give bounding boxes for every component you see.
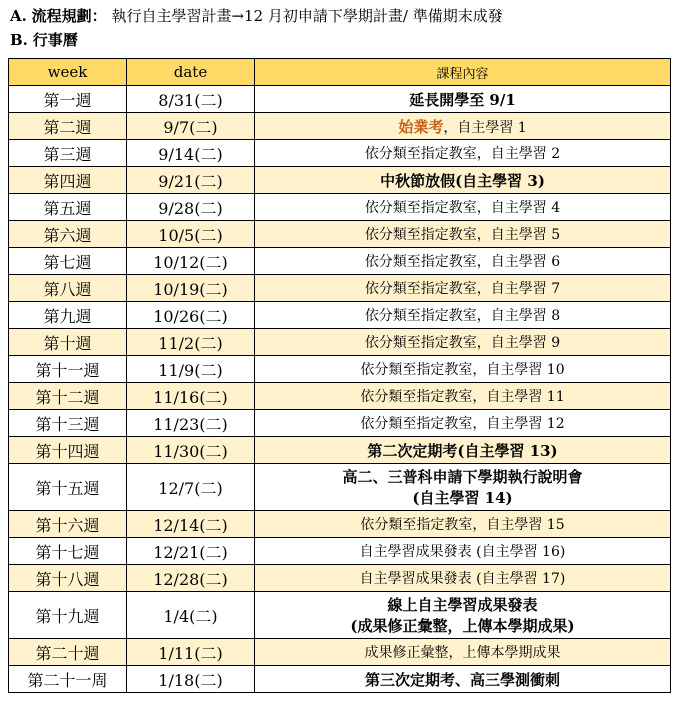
week-cell: 第十三週 xyxy=(9,410,127,437)
table-header-row xyxy=(9,59,671,86)
content-text: ，自主學習 1 xyxy=(443,119,527,136)
schedule-table xyxy=(8,58,671,693)
content-cell xyxy=(255,538,671,565)
week-cell: 第十六週 xyxy=(9,511,127,538)
content-text: 依分類至指定教室，自主學習 6 xyxy=(364,254,561,270)
content-text: 依分類至指定教室，自主學習 12 xyxy=(360,416,565,432)
table-row xyxy=(9,140,671,167)
date-cell: 10/19(二) xyxy=(127,275,255,302)
week-cell: 第九週 xyxy=(9,302,127,329)
section-b-heading xyxy=(10,30,78,50)
table-row xyxy=(9,194,671,221)
content-text: 依分類至指定教室，自主學習 7 xyxy=(364,281,561,297)
content-text: 高二、三普科申請下學期執行說明會 xyxy=(342,468,583,486)
table-row xyxy=(9,356,671,383)
content-text: 依分類至指定教室，自主學習 9 xyxy=(364,335,561,351)
content-cell xyxy=(255,666,671,693)
week-cell: 第一週 xyxy=(9,86,127,113)
week-cell: 第十九週 xyxy=(9,592,127,639)
content-text: 延長開學至 9/1 xyxy=(409,90,516,109)
table-row xyxy=(9,383,671,410)
week-cell: 第七週 xyxy=(9,248,127,275)
week-cell: 第十五週 xyxy=(9,464,127,511)
content-cell xyxy=(255,221,671,248)
section-a-text: 執行自主學習計畫→12 月初申請下學期計畫/ 準備期末成發 xyxy=(111,7,503,25)
content-text: 第二次定期考(自主學習 13) xyxy=(367,441,558,460)
header-week: week xyxy=(9,59,127,86)
table-row xyxy=(9,437,671,464)
date-cell: 11/16(二) xyxy=(127,383,255,410)
week-cell: 第十週 xyxy=(9,329,127,356)
header-content: 課程內容 xyxy=(255,59,671,86)
table-row xyxy=(9,86,671,113)
content-cell xyxy=(255,592,671,639)
date-cell: 12/7(二) xyxy=(127,464,255,511)
section-b-label: B. xyxy=(10,31,28,49)
week-cell: 第八週 xyxy=(9,275,127,302)
content-cell xyxy=(255,639,671,666)
content-cell xyxy=(255,383,671,410)
table-row xyxy=(9,248,671,275)
table-row xyxy=(9,666,671,693)
content-cell xyxy=(255,248,671,275)
content-text: 自主學習成果發表 (自主學習 17) xyxy=(359,571,566,587)
content-text-line2: (自主學習 14) xyxy=(412,489,513,507)
date-cell: 12/14(二) xyxy=(127,511,255,538)
date-cell: 11/23(二) xyxy=(127,410,255,437)
date-cell: 9/21(二) xyxy=(127,167,255,194)
table-row xyxy=(9,167,671,194)
week-cell: 第十七週 xyxy=(9,538,127,565)
week-cell: 第三週 xyxy=(9,140,127,167)
date-cell: 10/5(二) xyxy=(127,221,255,248)
content-text: 依分類至指定教室，自主學習 11 xyxy=(360,389,565,405)
week-cell: 第十一週 xyxy=(9,356,127,383)
content-cell xyxy=(255,565,671,592)
content-text: 依分類至指定教室，自主學習 10 xyxy=(360,362,565,378)
content-text: 線上自主學習成果發表 xyxy=(387,596,538,614)
section-a-heading xyxy=(10,6,503,26)
date-cell: 10/12(二) xyxy=(127,248,255,275)
schedule-body xyxy=(9,86,671,693)
week-cell: 第五週 xyxy=(9,194,127,221)
table-row xyxy=(9,565,671,592)
content-cell xyxy=(255,194,671,221)
date-cell: 11/2(二) xyxy=(127,329,255,356)
week-cell: 第四週 xyxy=(9,167,127,194)
table-row xyxy=(9,329,671,356)
content-text: 成果修正彙整，上傳本學期成果 xyxy=(364,645,561,661)
content-text: 依分類至指定教室，自主學習 2 xyxy=(364,146,561,162)
content-text: 依分類至指定教室，自主學習 15 xyxy=(360,517,565,533)
table-row xyxy=(9,113,671,140)
content-text: 依分類至指定教室，自主學習 4 xyxy=(364,200,561,216)
date-cell: 1/18(二) xyxy=(127,666,255,693)
content-cell xyxy=(255,167,671,194)
section-a-label: A. xyxy=(10,7,27,25)
table-row xyxy=(9,221,671,248)
content-cell xyxy=(255,464,671,511)
header-date: date xyxy=(127,59,255,86)
week-cell: 第十四週 xyxy=(9,437,127,464)
content-text: 第三次定期考、高三學測衝刺 xyxy=(364,670,560,689)
week-cell: 第十二週 xyxy=(9,383,127,410)
date-cell: 9/28(二) xyxy=(127,194,255,221)
content-cell xyxy=(255,140,671,167)
content-cell xyxy=(255,113,671,140)
date-cell: 11/30(二) xyxy=(127,437,255,464)
table-row xyxy=(9,538,671,565)
date-cell: 8/31(二) xyxy=(127,86,255,113)
date-cell: 9/14(二) xyxy=(127,140,255,167)
table-row xyxy=(9,302,671,329)
week-cell: 第二週 xyxy=(9,113,127,140)
table-row xyxy=(9,511,671,538)
table-row xyxy=(9,410,671,437)
content-text: 中秋節放假(自主學習 3) xyxy=(380,171,545,190)
date-cell: 12/28(二) xyxy=(127,565,255,592)
table-row xyxy=(9,275,671,302)
content-cell xyxy=(255,410,671,437)
date-cell: 11/9(二) xyxy=(127,356,255,383)
content-text: 依分類至指定教室，自主學習 8 xyxy=(364,308,561,324)
date-cell: 12/21(二) xyxy=(127,538,255,565)
content-cell xyxy=(255,275,671,302)
date-cell: 1/11(二) xyxy=(127,639,255,666)
section-b-title: 行事曆 xyxy=(32,31,78,49)
date-cell: 9/7(二) xyxy=(127,113,255,140)
week-cell: 第二十一周 xyxy=(9,666,127,693)
table-row xyxy=(9,592,671,639)
content-cell xyxy=(255,86,671,113)
highlight-text: 始業考 xyxy=(398,117,444,136)
content-cell xyxy=(255,302,671,329)
week-cell: 第六週 xyxy=(9,221,127,248)
table-row xyxy=(9,639,671,666)
date-cell: 1/4(二) xyxy=(127,592,255,639)
content-text-line2: (成果修正彙整，上傳本學期成果) xyxy=(350,617,575,635)
section-a-title: 流程規劃： xyxy=(31,7,107,25)
week-cell: 第十八週 xyxy=(9,565,127,592)
date-cell: 10/26(二) xyxy=(127,302,255,329)
week-cell: 第二十週 xyxy=(9,639,127,666)
content-cell xyxy=(255,437,671,464)
content-cell xyxy=(255,329,671,356)
content-cell xyxy=(255,511,671,538)
table-row xyxy=(9,464,671,511)
content-text: 自主學習成果發表 (自主學習 16) xyxy=(359,544,566,560)
content-text: 依分類至指定教室，自主學習 5 xyxy=(364,227,561,243)
content-cell xyxy=(255,356,671,383)
